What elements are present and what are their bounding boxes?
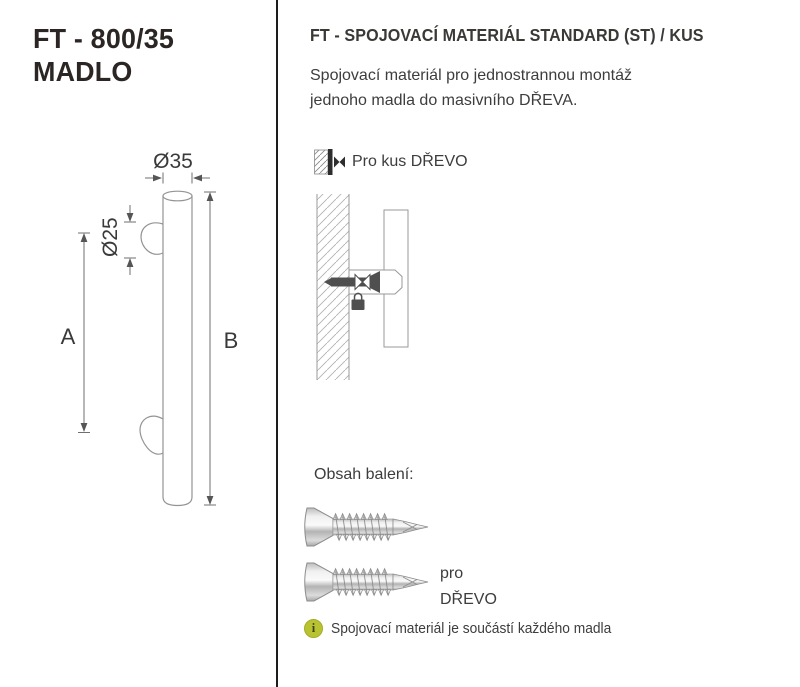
description-line: Spojovací materiál pro jednostrannou montáž: [310, 67, 632, 84]
product-title: [33, 22, 174, 88]
product-code: FT - 800/35: [33, 23, 175, 54]
dim-label-b: B: [223, 328, 239, 353]
padlock-icon: [352, 293, 365, 310]
mounting-diagram: [300, 190, 470, 390]
package-heading: Obsah balení:: [314, 466, 414, 483]
tube-top-ellipse: [163, 191, 192, 201]
dim-label-a: A: [60, 324, 76, 349]
wall-hatching: [317, 194, 349, 380]
dim-arrow: [81, 233, 88, 242]
info-icon: i: [304, 619, 323, 638]
per-piece-label: Pro kus DŘEVO: [352, 153, 468, 170]
tube-bottom-arc: [163, 497, 192, 506]
screw-illustration-1: [302, 504, 442, 550]
description-line: jednoho madla do masivního DŘEVA.: [310, 91, 578, 109]
upper-post-outline: [141, 223, 163, 254]
dim-label-diameter-post: Ø25: [99, 217, 122, 257]
description-paragraph: [310, 64, 632, 113]
dim-arrow: [207, 192, 214, 201]
screw-purpose-line: DŘEVO: [440, 590, 497, 608]
product-name: MADLO: [33, 56, 133, 87]
dim-label-diameter-main: Ø35: [153, 150, 193, 173]
section-heading: FT - SPOJOVACÍ MATERIÁL STANDARD (ST) / KUS: [310, 25, 704, 45]
dim-arrow: [127, 213, 134, 222]
dim-arrow: [153, 175, 162, 182]
lower-post-outline: [140, 416, 163, 454]
dim-arrow: [81, 423, 88, 432]
screw-purpose-line: pro: [440, 565, 464, 582]
handle-technical-drawing: [55, 140, 275, 525]
screw-illustration-2: [302, 559, 442, 605]
panel-divider: [276, 0, 278, 687]
dim-arrow: [207, 496, 214, 505]
wall-mount-icon: [314, 149, 348, 175]
screw-purpose-label: [440, 561, 497, 612]
dim-arrow: [193, 175, 202, 182]
note-text: Spojovací materiál je součástí každého madla: [331, 621, 612, 637]
dim-arrow: [127, 258, 134, 267]
